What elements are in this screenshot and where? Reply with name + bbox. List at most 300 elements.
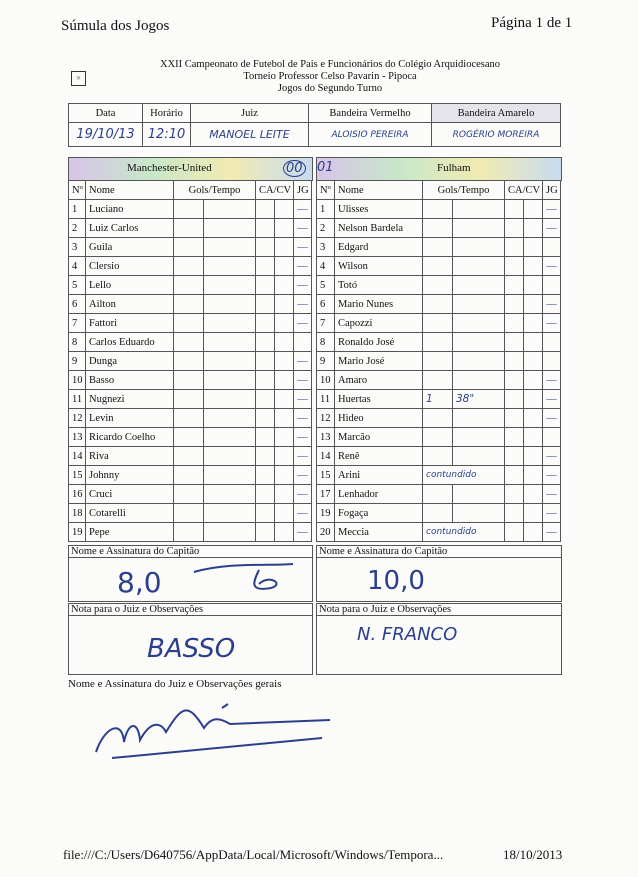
player-yellow-card <box>256 295 275 314</box>
player-goals <box>174 219 204 238</box>
col-name: Nome <box>335 181 423 200</box>
player-red-card <box>524 371 543 390</box>
player-goals: contundido <box>423 523 505 542</box>
roster-row <box>317 466 561 485</box>
player-goals <box>174 428 204 447</box>
player-red-card <box>275 428 294 447</box>
player-red-card <box>524 238 543 257</box>
player-number: 7 <box>317 314 335 333</box>
player-red-card <box>524 219 543 238</box>
referee-signature <box>92 698 342 764</box>
player-number: 8 <box>69 333 86 352</box>
player-goal-time <box>204 219 256 238</box>
player-played: — <box>543 295 561 314</box>
roster-row <box>317 428 561 447</box>
player-red-card <box>275 390 294 409</box>
player-name: Ronaldo José <box>335 333 423 352</box>
roster-row <box>317 485 561 504</box>
right-captain-label: Nome e Assinatura do Capitão <box>317 546 561 558</box>
roster-row <box>69 504 312 523</box>
player-goal-time <box>204 257 256 276</box>
player-red-card <box>524 504 543 523</box>
player-number: 2 <box>317 219 335 238</box>
player-number: 11 <box>69 390 86 409</box>
player-number: 14 <box>317 447 335 466</box>
player-name: Fogaça <box>335 504 423 523</box>
player-played: — <box>294 352 312 371</box>
roster-row <box>317 257 561 276</box>
player-yellow-card <box>256 504 275 523</box>
player-name: Johnny <box>86 466 174 485</box>
player-yellow-card <box>256 447 275 466</box>
player-yellow-card <box>505 447 524 466</box>
player-yellow-card <box>256 200 275 219</box>
player-number: 4 <box>317 257 335 276</box>
player-goal-time <box>453 428 505 447</box>
player-yellow-card <box>256 523 275 542</box>
player-played: — <box>294 295 312 314</box>
player-played: — <box>543 485 561 504</box>
player-played: — <box>294 371 312 390</box>
player-yellow-card <box>505 295 524 314</box>
player-goal-time <box>453 447 505 466</box>
player-red-card <box>275 295 294 314</box>
red-flag-value: ALOISIO PEREIRA <box>309 123 432 147</box>
player-played: — <box>294 466 312 485</box>
player-goal-time <box>204 238 256 257</box>
left-team-name: Manchester-United <box>127 162 212 174</box>
roster-row <box>317 200 561 219</box>
player-yellow-card <box>505 257 524 276</box>
col-num: Nº <box>69 181 86 200</box>
player-name: Dunga <box>86 352 174 371</box>
player-played <box>543 428 561 447</box>
player-name: Amaro <box>335 371 423 390</box>
player-goals <box>174 447 204 466</box>
player-number: 19 <box>69 523 86 542</box>
player-number: 10 <box>317 371 335 390</box>
player-red-card <box>275 238 294 257</box>
roster-row <box>69 295 312 314</box>
player-goals <box>174 485 204 504</box>
player-goal-time <box>453 257 505 276</box>
player-goal-time <box>204 352 256 371</box>
player-goals <box>174 523 204 542</box>
player-played <box>543 276 561 295</box>
player-goal-time <box>204 200 256 219</box>
left-notes-signature: BASSO <box>147 634 236 664</box>
player-red-card <box>524 466 543 485</box>
player-number: 17 <box>317 485 335 504</box>
player-played: — <box>543 447 561 466</box>
player-yellow-card <box>256 371 275 390</box>
yellow-flag-label: Bandeira Amarelo <box>432 104 561 123</box>
player-played <box>543 352 561 371</box>
player-played: — <box>543 371 561 390</box>
player-number: 16 <box>69 485 86 504</box>
player-red-card <box>275 466 294 485</box>
player-goals <box>423 371 453 390</box>
player-played: — <box>294 238 312 257</box>
player-played: — <box>294 200 312 219</box>
player-goals <box>423 504 453 523</box>
player-played <box>294 333 312 352</box>
player-number: 19 <box>317 504 335 523</box>
player-played: — <box>543 523 561 542</box>
player-goal-time <box>204 276 256 295</box>
right-team-score: 01 <box>317 160 334 175</box>
roster-row <box>69 371 312 390</box>
player-goal-time: 38" <box>453 390 505 409</box>
player-name: Marcão <box>335 428 423 447</box>
roster-row <box>69 352 312 371</box>
left-captain-signature-scrawl <box>189 558 299 600</box>
player-name: Lenhador <box>335 485 423 504</box>
player-number: 4 <box>69 257 86 276</box>
player-number: 6 <box>69 295 86 314</box>
player-number: 13 <box>317 428 335 447</box>
player-goals <box>174 333 204 352</box>
player-played: — <box>294 314 312 333</box>
player-name: Edgard <box>335 238 423 257</box>
left-notes-label: Nota para o Juiz e Observações <box>69 604 312 616</box>
player-goals <box>423 485 453 504</box>
player-yellow-card <box>256 276 275 295</box>
player-goal-time <box>453 504 505 523</box>
player-name: Ulisses <box>335 200 423 219</box>
player-goals <box>174 352 204 371</box>
time-value: 12:10 <box>143 123 191 147</box>
player-red-card <box>275 504 294 523</box>
player-number: 6 <box>317 295 335 314</box>
player-number: 5 <box>69 276 86 295</box>
player-number: 7 <box>69 314 86 333</box>
event-titles <box>90 59 570 96</box>
player-name: Lello <box>86 276 174 295</box>
player-red-card <box>524 447 543 466</box>
roster-row <box>69 200 312 219</box>
player-goal-time <box>204 447 256 466</box>
player-goal-time <box>453 352 505 371</box>
player-red-card <box>275 314 294 333</box>
player-name: Carlos Eduardo <box>86 333 174 352</box>
player-red-card <box>524 409 543 428</box>
player-goals <box>174 466 204 485</box>
player-yellow-card <box>505 485 524 504</box>
player-goals <box>174 276 204 295</box>
player-name: Ailton <box>86 295 174 314</box>
player-goals <box>174 390 204 409</box>
roster-row <box>69 466 312 485</box>
player-red-card <box>524 333 543 352</box>
left-roster-body <box>69 200 312 542</box>
player-goal-time <box>204 314 256 333</box>
player-name: Wilson <box>335 257 423 276</box>
player-played: — <box>294 447 312 466</box>
player-yellow-card <box>256 314 275 333</box>
roster-row <box>69 257 312 276</box>
referee-label: Juiz <box>191 104 309 123</box>
player-played <box>543 333 561 352</box>
player-name: Huertas <box>335 390 423 409</box>
player-number: 20 <box>317 523 335 542</box>
player-goal-time <box>204 390 256 409</box>
player-yellow-card <box>256 238 275 257</box>
player-goal-time <box>204 371 256 390</box>
player-played: — <box>543 390 561 409</box>
player-goals: contundido <box>423 466 505 485</box>
player-red-card <box>275 352 294 371</box>
roster-row <box>69 238 312 257</box>
player-number: 18 <box>69 504 86 523</box>
player-red-card <box>524 352 543 371</box>
player-yellow-card <box>505 314 524 333</box>
player-number: 2 <box>69 219 86 238</box>
roster-row <box>69 428 312 447</box>
player-goals <box>174 257 204 276</box>
roster-row <box>69 447 312 466</box>
player-goals <box>423 314 453 333</box>
player-played: — <box>543 504 561 523</box>
player-played: — <box>294 390 312 409</box>
left-team-header <box>68 157 313 181</box>
player-number: 5 <box>317 276 335 295</box>
player-name: Mario Nunes <box>335 295 423 314</box>
roster-row <box>317 333 561 352</box>
player-played <box>543 238 561 257</box>
player-number: 9 <box>69 352 86 371</box>
player-name: Arini <box>335 466 423 485</box>
player-number: 15 <box>69 466 86 485</box>
player-yellow-card <box>505 333 524 352</box>
player-goals <box>174 295 204 314</box>
player-goal-time <box>204 409 256 428</box>
player-yellow-card <box>256 390 275 409</box>
player-yellow-card <box>505 238 524 257</box>
player-number: 8 <box>317 333 335 352</box>
player-red-card <box>275 276 294 295</box>
player-goals <box>423 295 453 314</box>
right-notes-box <box>316 603 562 675</box>
player-yellow-card <box>505 390 524 409</box>
player-goal-time <box>453 219 505 238</box>
player-red-card <box>524 314 543 333</box>
championship-title: XXII Campeonato de Futebol de Pais e Funcionários do Colégio Arquidiocesano <box>159 59 501 70</box>
player-goals <box>174 238 204 257</box>
right-roster-body <box>317 200 561 542</box>
roster-row <box>317 371 561 390</box>
player-number: 10 <box>69 371 86 390</box>
player-played: — <box>543 409 561 428</box>
player-red-card <box>524 485 543 504</box>
roster-row <box>69 219 312 238</box>
roster-row <box>69 523 312 542</box>
player-name: Basso <box>86 371 174 390</box>
roster-row <box>69 390 312 409</box>
player-played: — <box>294 504 312 523</box>
player-goal-time <box>204 428 256 447</box>
player-goals <box>423 428 453 447</box>
roster-row <box>317 504 561 523</box>
player-red-card <box>524 257 543 276</box>
col-cards: CA/CV <box>505 181 543 200</box>
player-number: 3 <box>69 238 86 257</box>
player-name: Renê <box>335 447 423 466</box>
left-roster-table <box>68 180 312 542</box>
player-red-card <box>524 295 543 314</box>
col-goals: Gols/Tempo <box>174 181 256 200</box>
col-num: Nº <box>317 181 335 200</box>
roster-row <box>317 219 561 238</box>
player-goal-time <box>453 200 505 219</box>
player-yellow-card <box>256 257 275 276</box>
player-name: Nelson Bardela <box>335 219 423 238</box>
right-notes-signature: N. FRANCO <box>357 624 458 645</box>
player-goal-time <box>453 295 505 314</box>
player-goal-time <box>453 409 505 428</box>
player-goals <box>423 352 453 371</box>
referee-sign-label: Nome e Assinatura do Juiz e Observações gerais <box>68 678 282 690</box>
player-red-card <box>524 200 543 219</box>
roster-row <box>317 276 561 295</box>
player-goals <box>423 447 453 466</box>
player-red-card <box>275 409 294 428</box>
player-played: — <box>294 409 312 428</box>
right-captain-note: 10,0 <box>367 566 425 596</box>
footer-file-path: file:///C:/Users/D640756/AppData/Local/Microsoft/Windows/Tempora... <box>63 847 444 862</box>
player-name: Mario José <box>335 352 423 371</box>
player-number: 12 <box>69 409 86 428</box>
right-notes-label: Nota para o Juiz e Observações <box>317 604 561 616</box>
player-played: — <box>294 485 312 504</box>
player-played: — <box>294 428 312 447</box>
player-red-card <box>524 276 543 295</box>
player-number: 3 <box>317 238 335 257</box>
time-label: Horário <box>143 104 191 123</box>
player-yellow-card <box>256 428 275 447</box>
player-goal-time <box>453 276 505 295</box>
roster-row <box>69 276 312 295</box>
player-goals <box>174 371 204 390</box>
roster-row <box>317 523 561 542</box>
roster-row <box>317 409 561 428</box>
player-red-card <box>275 447 294 466</box>
player-name: Pepe <box>86 523 174 542</box>
right-captain-box <box>316 545 562 602</box>
col-goals: Gols/Tempo <box>423 181 505 200</box>
left-notes-box <box>68 603 313 675</box>
red-flag-label: Bandeira Vermelho <box>309 104 432 123</box>
player-goal-time <box>204 295 256 314</box>
player-goal-time <box>453 371 505 390</box>
player-red-card <box>524 428 543 447</box>
player-number: 15 <box>317 466 335 485</box>
player-yellow-card <box>505 523 524 542</box>
player-name: Totó <box>335 276 423 295</box>
roster-row <box>317 238 561 257</box>
player-yellow-card <box>505 371 524 390</box>
player-goals <box>174 200 204 219</box>
player-played: — <box>543 314 561 333</box>
player-red-card <box>275 485 294 504</box>
player-yellow-card <box>256 219 275 238</box>
roster-row <box>317 352 561 371</box>
player-number: 1 <box>317 200 335 219</box>
player-played: — <box>294 219 312 238</box>
player-played: — <box>294 257 312 276</box>
round-title: Jogos do Segundo Turno <box>277 83 383 95</box>
player-goal-time <box>453 485 505 504</box>
player-yellow-card <box>505 409 524 428</box>
player-goal-time <box>453 333 505 352</box>
player-yellow-card <box>505 219 524 238</box>
roster-row <box>69 485 312 504</box>
player-yellow-card <box>505 428 524 447</box>
player-name: Clersio <box>86 257 174 276</box>
player-yellow-card <box>256 333 275 352</box>
player-played: — <box>294 523 312 542</box>
player-goals: 1 <box>423 390 453 409</box>
col-played: JG <box>543 181 561 200</box>
date-value: 19/10/13 <box>69 123 143 147</box>
roster-row <box>317 447 561 466</box>
col-played: JG <box>294 181 312 200</box>
roster-row <box>317 295 561 314</box>
left-team-score: 00 <box>283 160 306 177</box>
player-goals <box>423 219 453 238</box>
player-number: 13 <box>69 428 86 447</box>
player-number: 1 <box>69 200 86 219</box>
player-name: Cotarelli <box>86 504 174 523</box>
player-yellow-card <box>256 466 275 485</box>
player-name: Hideo <box>335 409 423 428</box>
roster-row <box>69 409 312 428</box>
player-yellow-card <box>256 485 275 504</box>
player-played: — <box>543 257 561 276</box>
player-goal-time <box>204 485 256 504</box>
player-played: — <box>543 219 561 238</box>
player-name: Ricardo Coelho <box>86 428 174 447</box>
player-yellow-card <box>505 466 524 485</box>
form-checkbox: × <box>71 71 86 86</box>
player-name: Luciano <box>86 200 174 219</box>
player-yellow-card <box>505 276 524 295</box>
right-team-name: Fulham <box>437 162 471 174</box>
player-yellow-card <box>256 409 275 428</box>
right-team-header <box>316 157 562 181</box>
player-number: 14 <box>69 447 86 466</box>
player-red-card <box>275 371 294 390</box>
roster-row <box>69 314 312 333</box>
player-name: Levin <box>86 409 174 428</box>
player-goal-time <box>204 523 256 542</box>
player-number: 9 <box>317 352 335 371</box>
document-title: Súmula dos Jogos <box>61 18 170 34</box>
player-number: 12 <box>317 409 335 428</box>
player-yellow-card <box>505 352 524 371</box>
player-red-card <box>275 333 294 352</box>
player-red-card <box>275 257 294 276</box>
player-name: Capozzi <box>335 314 423 333</box>
left-captain-label: Nome e Assinatura do Capitão <box>69 546 312 558</box>
player-played: — <box>543 200 561 219</box>
player-goals <box>174 314 204 333</box>
referee-value: MANOEL LEITE <box>191 123 309 147</box>
tournament-title: Torneio Professor Celso Pavarin - Pipoca <box>243 71 417 83</box>
player-name: Nugnezi <box>86 390 174 409</box>
player-number: 11 <box>317 390 335 409</box>
player-goal-time <box>204 333 256 352</box>
